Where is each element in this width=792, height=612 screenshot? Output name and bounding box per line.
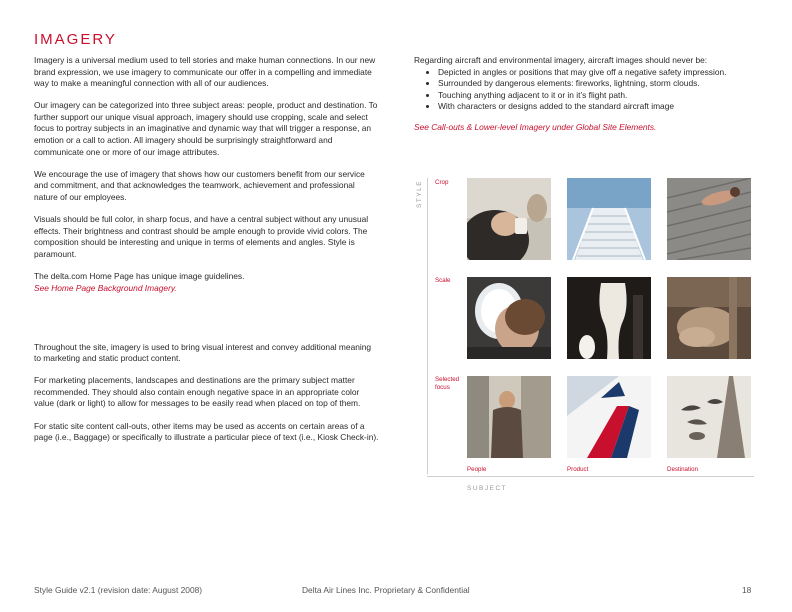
right-column: [414, 55, 754, 134]
paragraph-categories: Our imagery can be categorized into three subject areas: people, product and destination. To further support our unique visual approach, imagery should use cropping, scale and select focus to portray subjects in an imaginative and dynamic way that will trigger a response, an emotion or a call to action. All imagery should be surprisingly straightforward and communicate one or more of our image attributes.: [34, 100, 378, 157]
row-label-scale: Scale: [435, 277, 451, 284]
paragraph-site-imagery: Throughout the site, imagery is used to bring visual interest and convey additional meaning to marketing and static product content.: [34, 341, 372, 364]
photo-delta-aircraft-tail: [567, 376, 651, 458]
aircraft-intro: Regarding aircraft and environmental imagery, aircraft images should never be:: [414, 55, 708, 65]
style-axis-label: STYLE: [416, 179, 423, 208]
list-item: • Touching anything adjacent to it or in it’s flight path.: [438, 90, 754, 102]
paragraph-homepage: [34, 271, 380, 294]
homepage-text: The delta.com Home Page has unique image guidelines.: [34, 270, 245, 281]
subject-axis-label: SUBJECT: [467, 485, 508, 492]
column-label-destination: Destination: [667, 466, 698, 473]
list-item: • With characters or designs added to the standard aircraft image: [438, 101, 754, 113]
page-title: IMAGERY: [34, 31, 117, 48]
paragraph-visuals: Visuals should be full color, in sharp focus, and have a central subject without any unusual effects. Their brightness and contrast should be ample enough to provide vivid colors. The composition should be interesting and unique in terms of elements and angles. Style is paramount.: [34, 214, 369, 259]
left-column: [34, 55, 380, 454]
footer-revision: Style Guide v2.1 (revision date: August 2008): [34, 585, 203, 595]
photo-woman-with-coffee-cup: [467, 178, 551, 260]
style-axis-line: [427, 178, 428, 474]
photo-person-lying-on-deck: [667, 178, 751, 260]
aircraft-rules-list: [414, 67, 754, 113]
callouts-imagery-link[interactable]: See Call-outs & Lower-level Imagery under Global Site Elements.: [414, 121, 657, 132]
row-label-crop: Crop: [435, 179, 449, 186]
column-label-product: Product: [567, 466, 589, 473]
paragraph-marketing: For marketing placements, landscapes and destinations are the primary subject matter recommended. They should also contain enough negative space in an appropriate color value (dark or light) to allow for messages to be easily read when placed on top of them.: [34, 375, 361, 409]
column-label-people: People: [467, 466, 487, 473]
paragraph-customers: We encourage the use of imagery that shows how our customers benefit from our service and commitment, and that acknowledges the teamwork, achievement and professional nature of our employees.: [34, 168, 365, 202]
photo-birds-near-eiffel-tower: [667, 376, 751, 458]
paragraph-static-content: For static site content call-outs, other items may be used as accents on certain areas of a page (i.e., Baggage) or specifically to illustrate a particular piece of text (i.e., Kiosk Check-in).: [34, 420, 379, 443]
photo-lion-sculpture: [667, 277, 751, 359]
paragraph-intro: Imagery is a universal medium used to tell stories and make human connections. In our new brand expression, we use imagery to communicate our offer in a compelling and immediate way to make a meaningful connection with all of our audiences.: [34, 55, 376, 89]
photo-woman-at-airplane-window: [467, 277, 551, 359]
photo-aircraft-boarding-stairs: [567, 178, 651, 260]
list-item: • Surrounded by dangerous elements: fireworks, lightning, storm clouds.: [438, 78, 754, 90]
row-label-selected-focus: Selected focus: [435, 376, 460, 391]
list-item: • Depicted in angles or positions that may give off a negative safety impression.: [438, 67, 754, 79]
photo-wine-glass-and-bottle: [567, 277, 651, 359]
photo-traveler-in-city-street: [467, 376, 551, 458]
subject-axis-line: [427, 476, 754, 477]
homepage-imagery-link[interactable]: See Home Page Background Imagery.: [34, 282, 177, 293]
page-number: 18: [742, 585, 752, 595]
footer-confidential: Delta Air Lines Inc. Proprietary & Confidential: [302, 585, 470, 595]
